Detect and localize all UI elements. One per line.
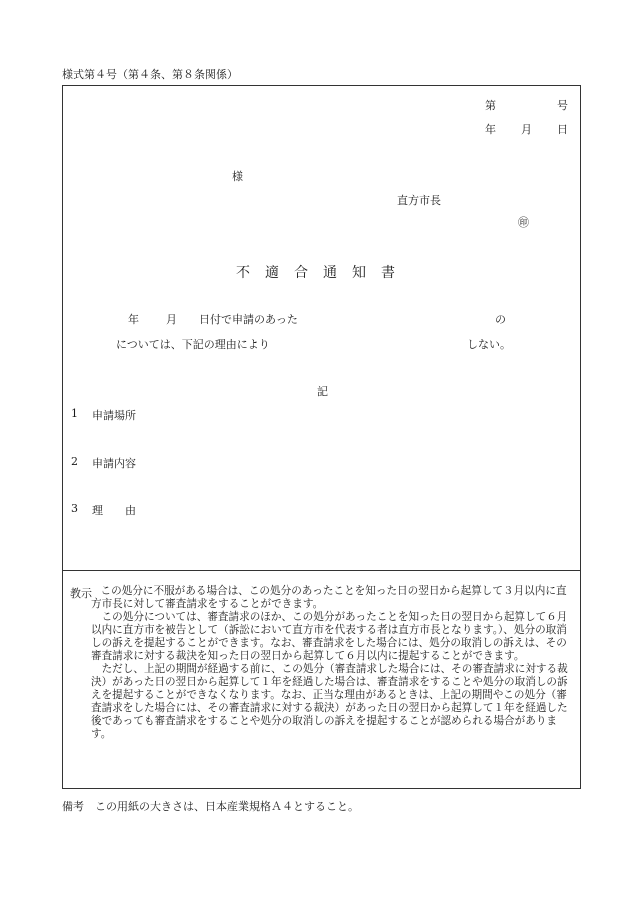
notice-body bbox=[91, 585, 577, 741]
body-conclusion: しない。 bbox=[467, 338, 511, 351]
number-suffix: 号 bbox=[557, 99, 568, 112]
number-prefix: 第 bbox=[485, 99, 496, 112]
body-no-particle: の bbox=[495, 313, 506, 326]
body-application-text: 日付で申請のあった bbox=[199, 313, 298, 326]
date-month-label: 月 bbox=[521, 123, 532, 136]
ki-heading: 記 bbox=[317, 385, 328, 398]
notice-paragraph: ただし、上記の期間が経過する前に、この処分（審査請求した場合には、その審査請求に対する裁決）があった日の翌日から起算して１年を経過した場合は、審査請求をすることや処分の取消しの訴えを提起することができなくなります。なお、正当な理由があるときは、上記の期間やこの処分（審査請求をした場合には、その審査請求に対する裁決）があった日の翌日から起算して１年を経過した後であっても審査請求をすることや処分の取消しの訴えを提起することが認められる場合があります。 bbox=[91, 663, 568, 740]
item-label-location: 申請場所 bbox=[92, 409, 136, 422]
notice-form-box bbox=[62, 85, 581, 571]
date-day-label: 日 bbox=[557, 123, 568, 136]
body-year-label: 年 bbox=[128, 313, 139, 326]
form-number-label: 様式第４号（第４条、第８条関係） bbox=[62, 68, 238, 81]
item-label-content: 申請内容 bbox=[92, 457, 136, 470]
notice-paragraph: この処分については、審査請求のほか、この処分があったことを知った日の翌日から起算して６月以内に直方市を被告として（訴訟において直方市を代表する者は直方市長となります。）、処分の取消しの訴えを提起することができます。なお、審査請求をした場合には、処分の取消しの訴えは、その審査請求に対する裁決を知った日の翌日から起算して６月以内に提起することができます。 bbox=[91, 611, 568, 662]
date-year-label: 年 bbox=[485, 123, 496, 136]
remarks-note: 備考 この用紙の大きさは、日本産業規格Ａ４とすること。 bbox=[62, 800, 359, 813]
body-reason-text: については、下記の理由により bbox=[116, 338, 270, 351]
item-number: 3 bbox=[71, 502, 78, 515]
item-number: 2 bbox=[71, 455, 78, 468]
notice-paragraph: この処分に不服がある場合は、この処分のあったことを知った日の翌日から起算して３月以内に直方市長に対して審査請求をすることができます。 bbox=[91, 585, 567, 610]
document-title: 不適合通知書 bbox=[236, 265, 410, 281]
item-label-reason: 理 由 bbox=[92, 504, 136, 517]
seal-mark: ㊞ bbox=[518, 216, 529, 229]
addressee-honorific: 様 bbox=[232, 170, 243, 183]
notice-heading: 教示 bbox=[70, 587, 92, 600]
item-number: 1 bbox=[71, 407, 78, 420]
issuer-name: 直方市長 bbox=[397, 194, 441, 207]
body-month-label: 月 bbox=[166, 313, 177, 326]
